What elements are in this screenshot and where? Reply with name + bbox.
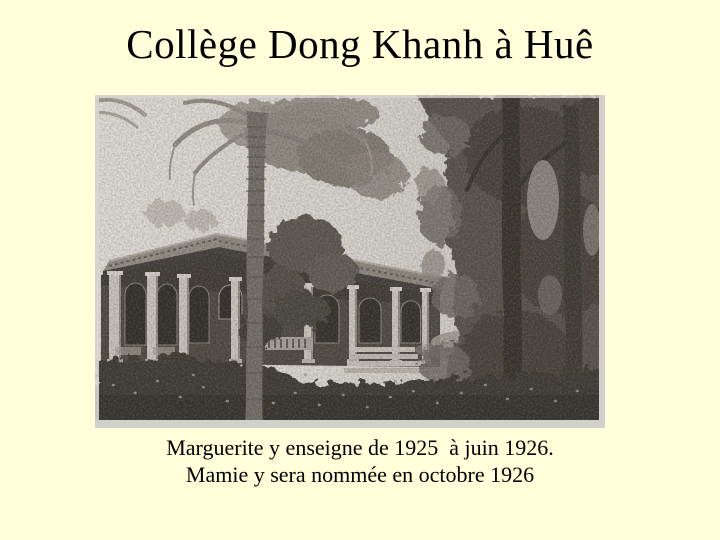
photo-illustration [95,95,605,428]
caption-line-2: Mamie y sera nommée en octobre 1926 [185,462,535,487]
slide-title: Collège Dong Khanh à Huê [126,21,594,67]
photo-frame [95,95,605,428]
photo-grain [95,95,605,428]
caption [0,434,720,488]
caption-line-1: Marguerite y enseigne de 1925 à juin 1926. [166,435,554,460]
